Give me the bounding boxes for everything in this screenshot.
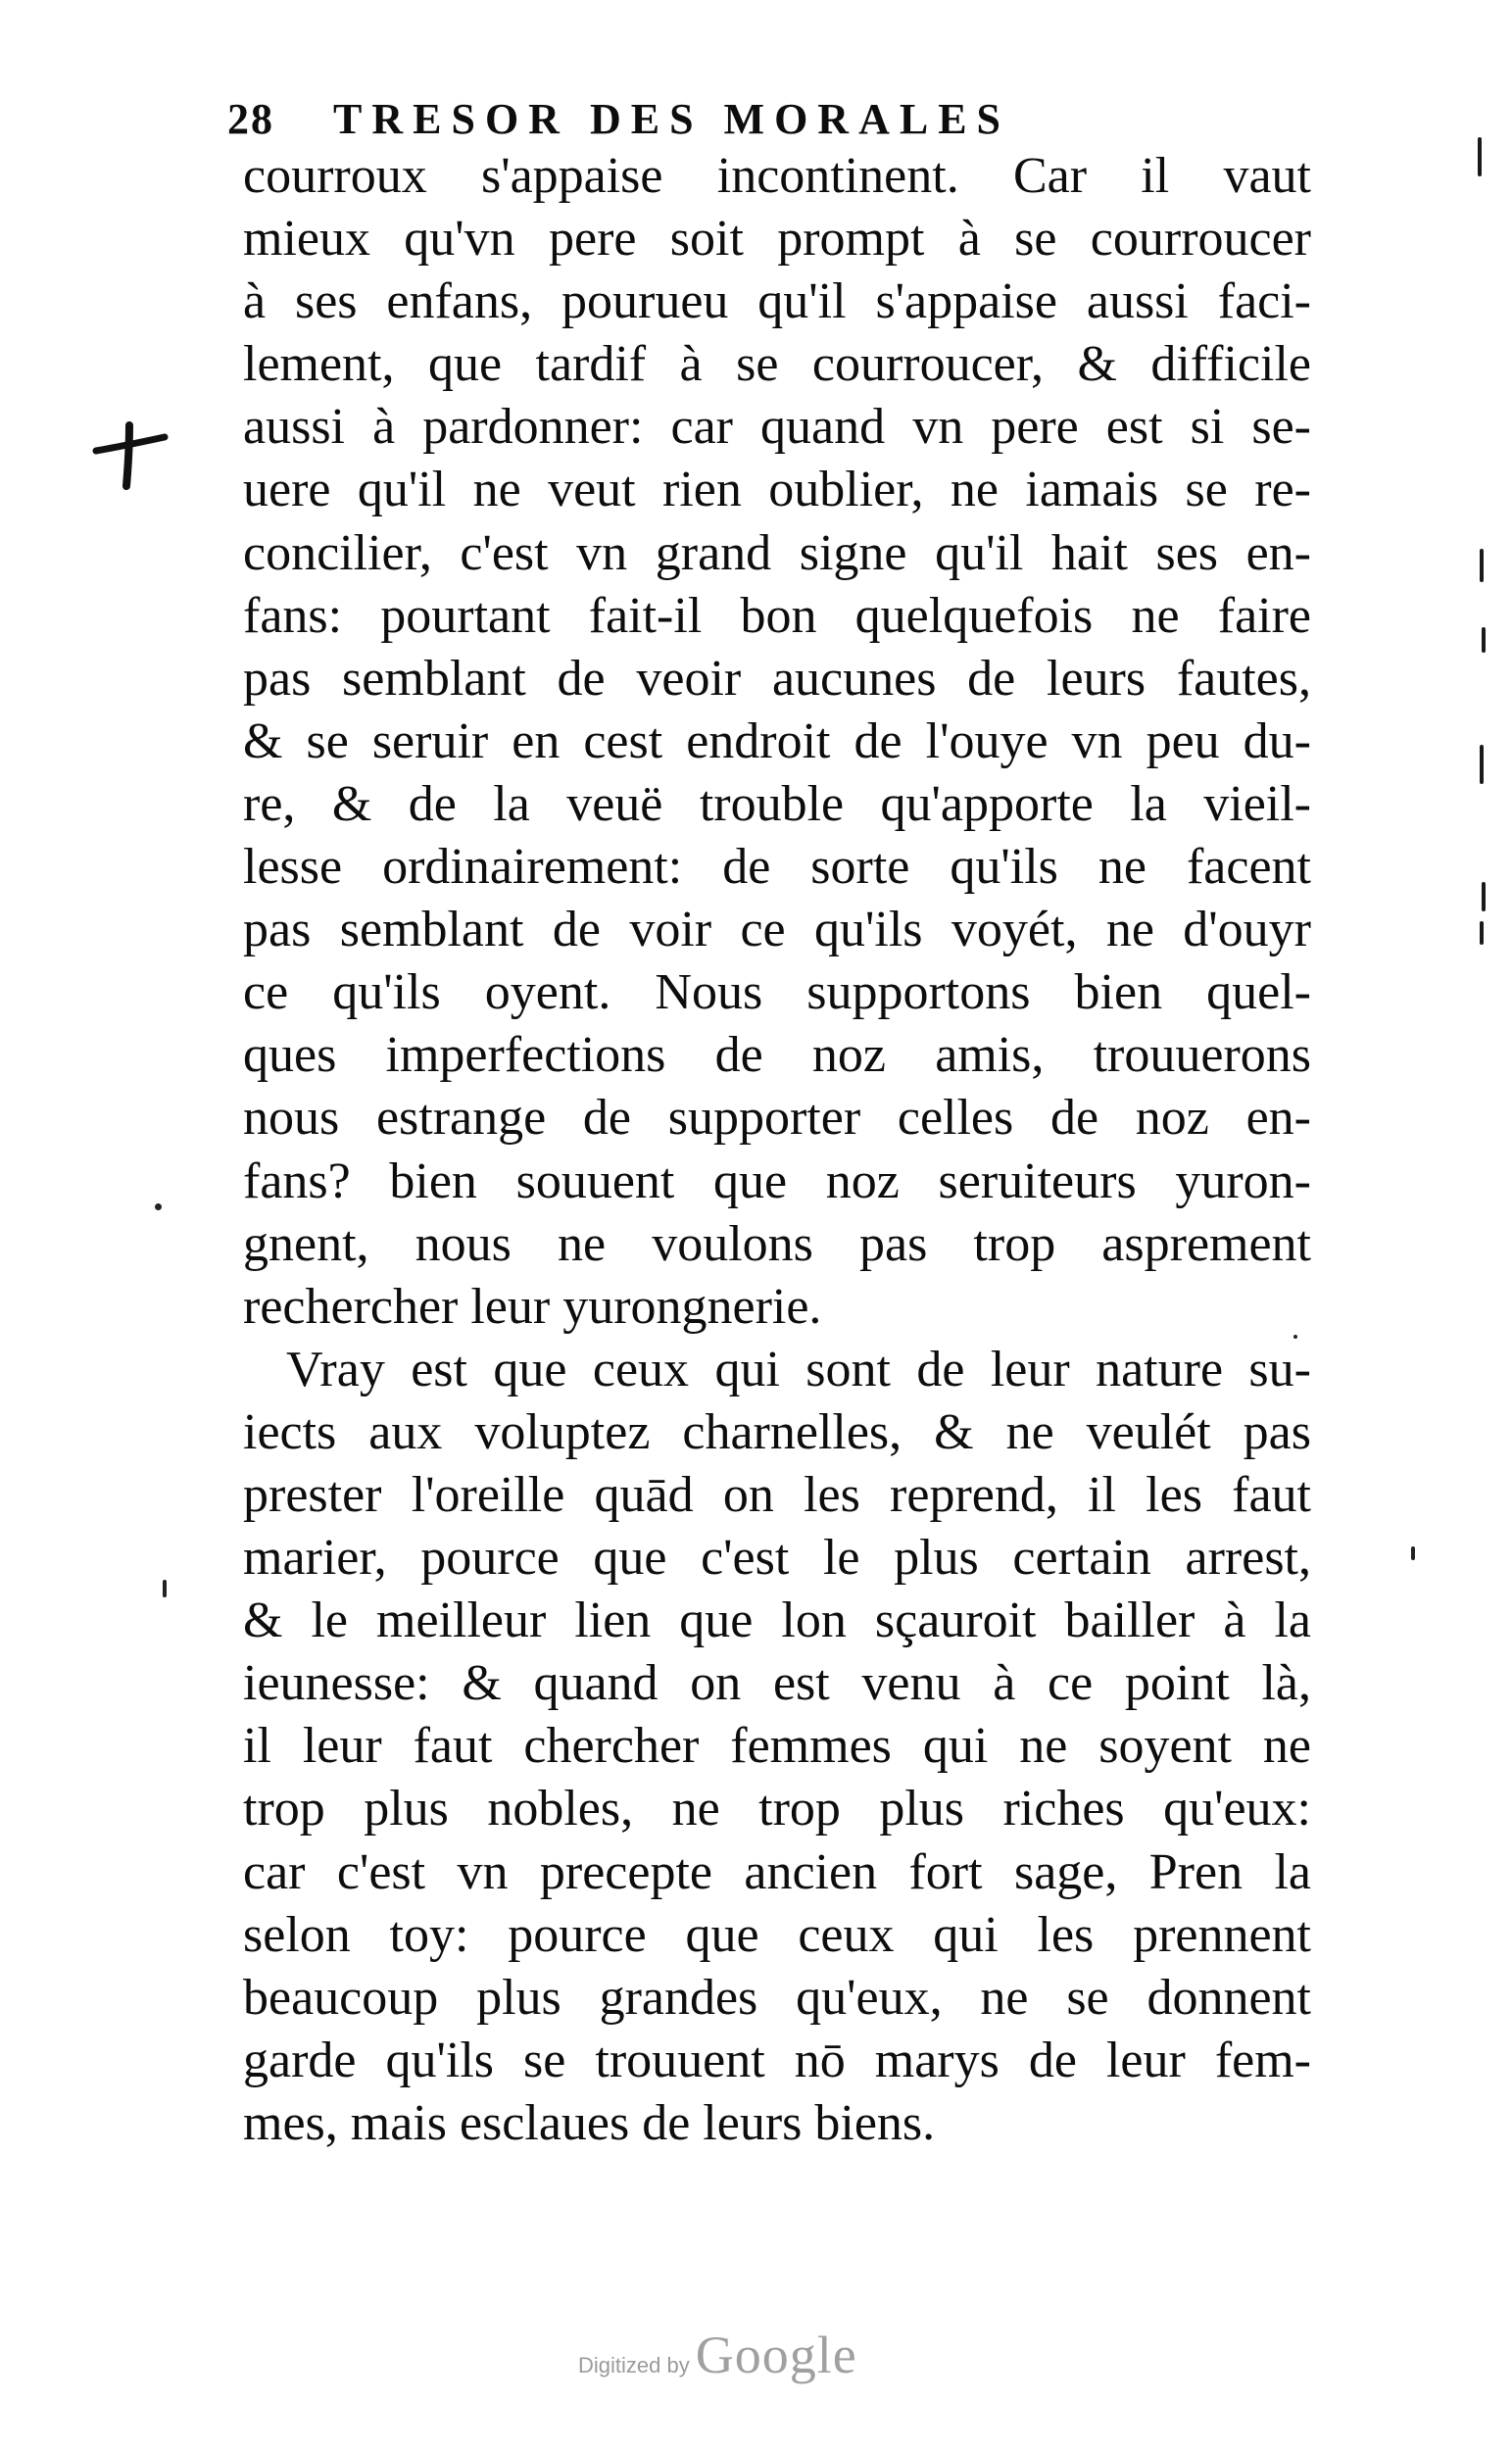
text-line: marier, pource que c'est le plus certain arrest,: [243, 1530, 1311, 1587]
text-line: prester l'oreille quād on les reprend, il les faut: [243, 1466, 1311, 1523]
text-line: il leur faut chercher femmes qui ne soyent ne: [243, 1718, 1311, 1775]
handwritten-cross-mark: [90, 421, 169, 490]
text-line: à ses enfans, pourueu qu'il s'appaise aussi faci-: [243, 273, 1311, 330]
bleed-through-mark: [1482, 627, 1486, 653]
text-line: selon toy: pource que ceux qui les prennent: [243, 1906, 1311, 1963]
text-line: concilier, c'est vn grand signe qu'il hait ses en-: [243, 524, 1311, 581]
bleed-through-mark: [1480, 921, 1484, 945]
page-number: 28: [227, 95, 274, 143]
ink-speck: [1411, 1546, 1415, 1560]
text-line: car c'est vn precepte ancien fort sage, Pren la: [243, 1843, 1311, 1900]
ink-speck: [163, 1580, 167, 1597]
text-line: mieux qu'vn pere soit prompt à se courroucer: [243, 211, 1311, 268]
bleed-through-mark: [1482, 882, 1486, 911]
text-line: ce qu'ils oyent. Nous supportons bien quel-: [243, 964, 1311, 1021]
text-line: beaucoup plus grandes qu'eux, ne se donnent: [243, 1969, 1311, 2026]
text-line: fans? bien souuent que noz seruiteurs yuron-: [243, 1152, 1311, 1209]
text-line: trop plus nobles, ne trop plus riches qu'eux:: [243, 1781, 1311, 1838]
watermark-prefix: Digitized by: [578, 2353, 690, 2377]
digitization-watermark: [578, 2325, 857, 2385]
text-line: ieunesse: & quand on est venu à ce point là,: [243, 1655, 1311, 1712]
text-line: nous estrange de supporter celles de noz en-: [243, 1090, 1311, 1147]
text-line: uere qu'il ne veut rien oublier, ne iamais se re-: [243, 462, 1311, 518]
text-line: rechercher leur yurongnerie.: [243, 1278, 822, 1335]
text-line: aussi à pardonner: car quand vn pere est si se-: [243, 399, 1311, 456]
main-text-block: [243, 145, 1311, 2155]
text-line: & se seruir en cest endroit de l'ouye vn peu du-: [243, 712, 1311, 769]
ink-speck: [1293, 1335, 1297, 1339]
text-line: gnent, nous ne voulons pas trop asprement: [243, 1215, 1311, 1272]
text-line: fans: pourtant fait-il bon quelquefois ne faire: [243, 587, 1311, 644]
text-line: re, & de la veuë trouble qu'apporte la vieil-: [243, 775, 1311, 832]
bleed-through-mark: [1480, 745, 1484, 784]
text-line: lesse ordinairement: de sorte qu'ils ne facent: [243, 839, 1311, 896]
paragraph-start-line: Vray est que ceux qui sont de leur nature su-: [286, 1341, 1311, 1397]
text-line: courroux s'appaise incontinent. Car il vaut: [243, 148, 1311, 204]
google-logo: Google: [695, 2326, 857, 2384]
bleed-through-mark: [1480, 549, 1484, 582]
text-line: garde qu'ils se trouuent nō marys de leur fem-: [243, 2032, 1311, 2088]
text-line: iects aux voluptez charnelles, & ne veulét pas: [243, 1403, 1311, 1460]
text-line: ques imperfections de noz amis, trouuerons: [243, 1027, 1311, 1084]
ink-speck: [155, 1203, 162, 1210]
text-line: mes, mais esclaues de leurs biens.: [243, 2094, 936, 2151]
text-line: & le meilleur lien que lon sçauroit bailler à la: [243, 1592, 1311, 1649]
text-line: lement, que tardif à se courroucer, & difficile: [243, 336, 1311, 393]
bleed-through-mark: [1478, 137, 1482, 176]
running-header: [227, 90, 1168, 149]
text-line: pas semblant de voir ce qu'ils voyét, ne d'ouyr: [243, 902, 1311, 958]
text-line: pas semblant de veoir aucunes de leurs fautes,: [243, 650, 1311, 707]
running-title: TRESOR DES MORALES: [333, 95, 1011, 143]
